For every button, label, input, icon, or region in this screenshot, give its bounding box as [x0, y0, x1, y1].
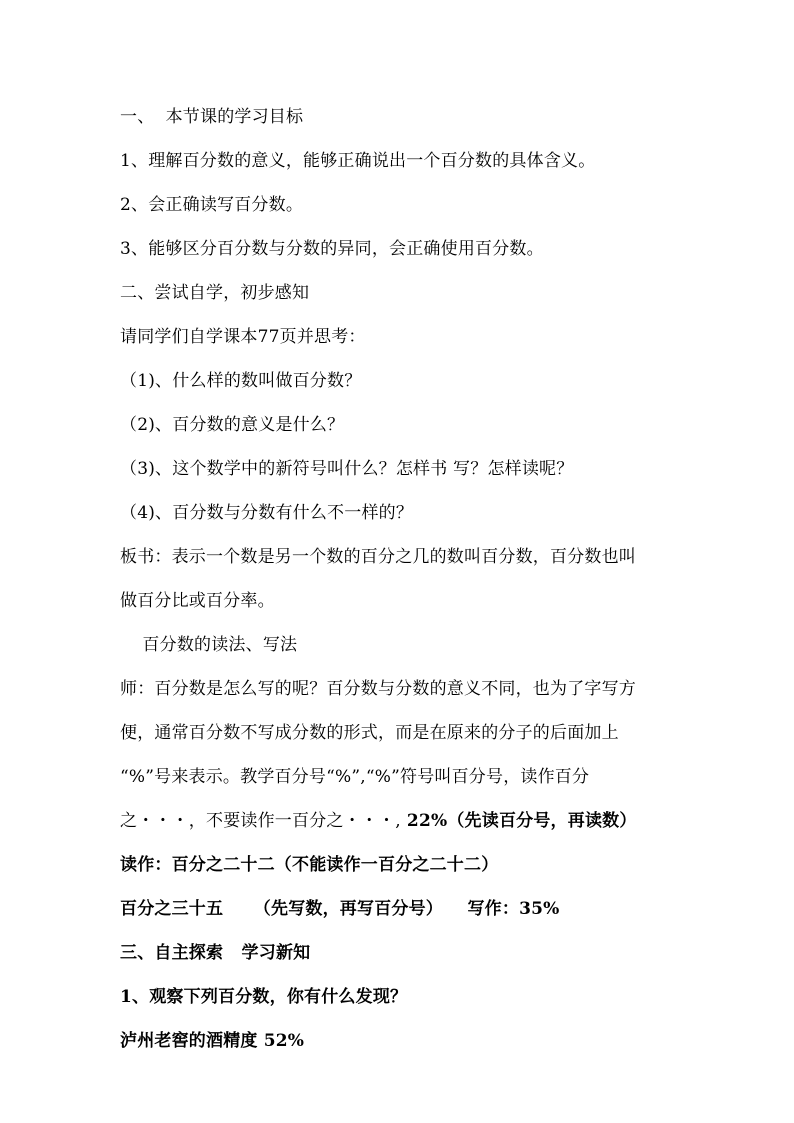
blackboard-definition-line-2: 做百分比或百分率。 — [120, 591, 275, 611]
teacher-paragraph-line-2: 便，通常百分数不写成分数的形式，而是在原来的分子的后面加上 — [120, 723, 619, 743]
teacher-paragraph-line-3: “%”号来表示。教学百分号“%”,“%”符号叫百分号，读作百分 — [120, 767, 590, 787]
blackboard-definition-line-1: 板书：表示一个数是另一个数的百分之几的数叫百分数，百分数也叫 — [120, 547, 636, 567]
self-study-instruction: 请同学们自学课本77页并思考： — [120, 327, 366, 347]
subheading-read-write: 百分数的读法、写法 — [120, 635, 298, 655]
goal-item-1: 1、理解百分数的意义，能够正确说出一个百分数的具体含义。 — [120, 151, 596, 171]
example-alcohol: 泸州老窖的酒精度 52% — [120, 1031, 305, 1051]
reading-example: 22%（先读百分号，再读数） — [400, 811, 637, 831]
question-2: （2)、百分数的意义是什么？ — [120, 415, 345, 435]
reading-rule: 读作：百分之二十二（不能读作一百分之二十二） — [120, 855, 499, 875]
section-heading-goals: 一、 本节课的学习目标 — [120, 107, 304, 127]
question-3: （3)、这个数学中的新符号叫什么？怎样书 写？怎样读呢？ — [120, 459, 574, 479]
reading-note: 之・・・，不要读作一百分之・・・, — [120, 811, 401, 831]
goal-item-3: 3、能够区分百分数与分数的异同，会正确使用百分数。 — [120, 239, 544, 259]
goal-item-2: 2、会正确读写百分数。 — [120, 195, 304, 215]
section-heading-self-study: 二、尝试自学，初步感知 — [120, 283, 310, 303]
teacher-paragraph-line-1: 师：百分数是怎么写的呢？百分数与分数的意义不同，也为了字写方 — [120, 679, 636, 699]
explore-item-1: 1、观察下列百分数，你有什么发现？ — [120, 987, 408, 1007]
question-1: （1)、什么样的数叫做百分数？ — [120, 371, 362, 391]
question-4: （4)、百分数与分数有什么不一样的？ — [120, 503, 414, 523]
teacher-paragraph-line-4 — [120, 810, 637, 832]
writing-rule: 百分之三十五 （先写数，再写百分号） 写作：35% — [120, 899, 560, 919]
section-heading-explore: 三、自主探索 学习新知 — [120, 943, 311, 963]
